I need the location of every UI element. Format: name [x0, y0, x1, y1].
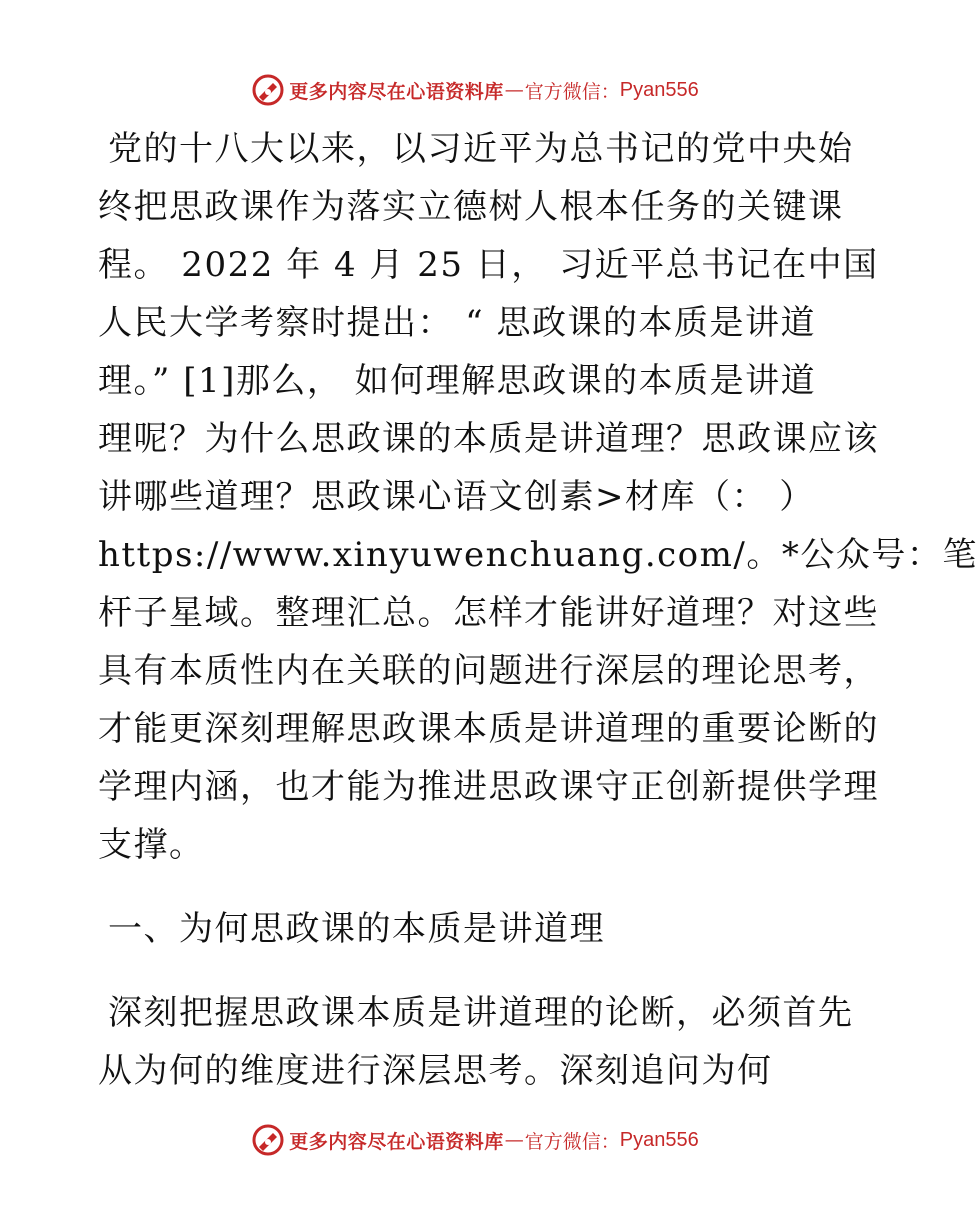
paragraph-line: 终把思政课作为落实立德树人根本任务的关键课 [98, 187, 844, 227]
paragraph-line: 理呢？为什么思政课的本质是讲道理？思政课应该 [98, 419, 879, 459]
paragraph-line: 从为何的维度进行深层思考。深刻追问为何 [98, 1051, 773, 1091]
header-banner [0, 70, 950, 110]
banner-separator: — [504, 79, 524, 101]
banner-separator: — [504, 1129, 524, 1151]
paragraph-line: https://www.xinyuwenchuang.com/。*公众号：笔 [98, 535, 978, 575]
logo-icon [251, 1123, 285, 1157]
wechat-id: Pyan556 [619, 1128, 699, 1151]
wechat-label: 官方微信： [524, 80, 620, 103]
document-body [98, 120, 978, 1100]
paragraph-line: 才能更深刻理解思政课本质是讲道理的重要论断的 [98, 709, 879, 749]
paragraph-line: 党的十八大以来，以习近平为总书记的党中央始 [108, 129, 854, 169]
paragraph-line: 杆子星域。整理汇总。怎样才能讲好道理？对这些 [98, 593, 879, 633]
paragraph-line: 讲哪些道理？思政课心语文创素>材库（： ） [98, 477, 815, 517]
wechat-label: 官方微信： [524, 1130, 620, 1153]
paragraph-line: 程。 2022 年 4 月 25 日， 习近平总书记在中国 [98, 245, 879, 285]
footer-banner [0, 1120, 950, 1160]
paragraph-line: 学理内涵，也才能为推进思政课守正创新提供学理 [98, 767, 879, 807]
logo-icon [251, 73, 285, 107]
paragraph-line: 理。” [1]那么， 如何理解思政课的本质是讲道 [98, 361, 817, 401]
wechat-id: Pyan556 [619, 78, 699, 101]
paragraph-line: 人民大学考察时提出： “ 思政课的本质是讲道 [98, 303, 816, 343]
paragraph-line: 深刻把握思政课本质是讲道理的论断，必须首先 [108, 993, 854, 1033]
paragraph-line: 支撑。 [98, 825, 205, 865]
section-heading: 一、为何思政课的本质是讲道理 [108, 909, 605, 949]
paragraph-line: 具有本质性内在关联的问题进行深层的理论思考， [98, 651, 879, 691]
banner-text: 更多内容尽在心语资料库 [289, 80, 504, 103]
banner-text: 更多内容尽在心语资料库 [289, 1130, 504, 1153]
